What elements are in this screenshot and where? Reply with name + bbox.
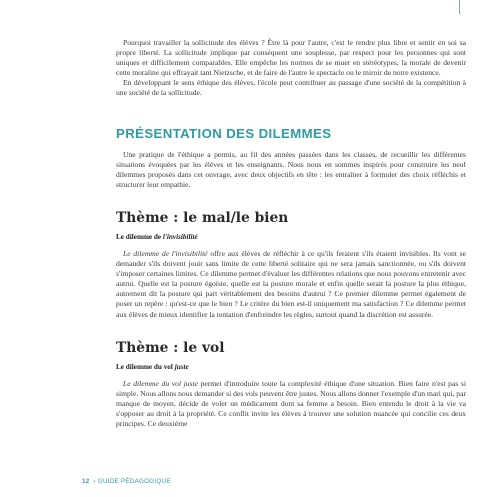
page-footer	[82, 478, 171, 485]
just-theft-lead: Le dilemme du vol juste	[123, 378, 198, 388]
subtitle-prefix: Le dilemme du vol	[116, 362, 175, 371]
top-margin-rule	[459, 0, 460, 14]
intro-paragraph-2: En développant le sens éthique des élèves, l'école peut contribuer au passage d'une société de la compétition à une société de la sollicitude.	[116, 78, 466, 98]
footer-label: GUIDE PÉDAGOGIQUE	[97, 478, 171, 485]
presentation-paragraph: Une pratique de l'éthique a permis, au fil des années passées dans les classes, de recueillir les différentes situations évoquées par les élèves et les enseignants. Nous nous en sommes inspirés pour construire les neuf dilemmes proposés dans cet ouvrage, avec deux objectifs en tête : les entraîner à formuler des choix réfléchis et structurer leur empathie.	[116, 149, 466, 189]
dilemma-subtitle-just-theft	[116, 362, 466, 372]
invisibility-paragraph	[116, 249, 466, 320]
invisibility-body: offre aux élèves de réfléchir à ce qu'ils feraient s'ils étaient invisibles. Ils vont se demander s'ils doivent jouir sans limite de cette liberté solitaire qui ne sera jamais sanctionnée, ou s'ils doivent s'imposer certaines limites. Ce dilemme permet d'évaluer les différentes relations que nous pouvons entretenir avec autrui. Quelle est la posture égoïste, quelle est la posture morale et enfin quelle serait la posture la plus éthique, autrement dit la posture qui part véritablement des besoins d'autrui ? Ce premier dilemme permet également de poser un repère : qu'est-ce que le bien ? Le critère du bien est-il uniquement ma satisfaction ? Ce dilemme permet aux élèves de mieux identifier la tentation d'enfreindre les règles, surtout quand la discrétion est assurée.	[116, 248, 466, 319]
footer-separator: ›	[91, 478, 98, 485]
page-number: 12	[82, 478, 90, 485]
theme-title-good-evil: Thème : le mal/le bien	[116, 209, 289, 226]
just-theft-paragraph	[116, 379, 466, 429]
page-content	[116, 38, 466, 429]
section-title: PRÉSENTATION DES DILEMMES	[116, 125, 332, 141]
dilemma-subtitle-invisibility	[116, 232, 466, 242]
invisibility-lead: Le dilemme de l'invisibilité	[123, 248, 208, 258]
subtitle-italic: l'invisibilité	[162, 232, 198, 241]
just-theft-body: permet d'introduire toute la complexité éthique d'une situation. Bien faire n'est pas si simple. Nous allons nous demander si des vols peuvent être justes. Nous allons donner l'exemple d'un mari qui, par manque de moyen, décide de voler un médicament dont sa femme a besoin. Bien entendu le droit à la vie va s'opposer au droit à la propriété. Ce conflit invite les élèves à trouver une solution nuancée qui concilie ces deux principes. Ce deuxième	[116, 378, 466, 428]
intro-paragraph-1: Pourquoi travailler la sollicitude des élèves ? Être là pour l'autre, c'est le rendre plus libre et sentir en soi sa propre liberté. La sollicitude implique par conséquent une souplesse, par respect pour les personnes qui sont uniques et difficilement comparables. Elle empêche les normes de se muer en stéréotypes, la morale de devenir cette moraline qui effrayait tant Nietzsche, et de faire de l'autre le spectacle ou le miroir de notre existence.	[116, 38, 466, 78]
subtitle-prefix: Le dilemme de	[116, 232, 163, 241]
theme-title-theft: Thème : le vol	[116, 339, 225, 356]
subtitle-italic: juste	[174, 362, 189, 371]
